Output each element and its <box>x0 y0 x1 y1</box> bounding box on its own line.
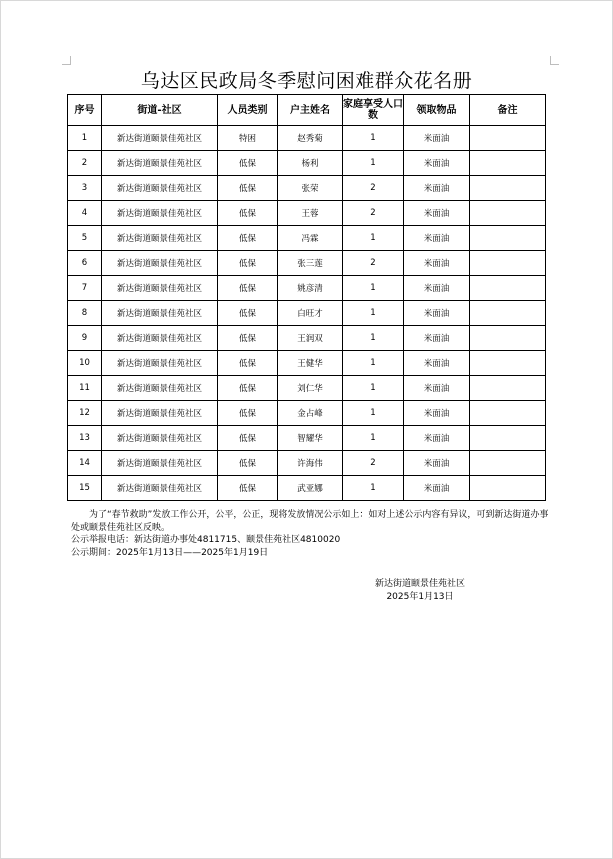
table-row <box>68 326 546 351</box>
cell-item: 米面油 <box>404 426 470 451</box>
cell-no: 6 <box>68 251 102 276</box>
cell-item: 米面油 <box>404 451 470 476</box>
cell-remark <box>470 476 546 501</box>
cell-count: 1 <box>343 276 404 301</box>
cell-category: 低保 <box>218 226 278 251</box>
cell-count: 1 <box>343 326 404 351</box>
cell-name: 王蓉 <box>278 201 343 226</box>
cell-no: 5 <box>68 226 102 251</box>
cell-remark <box>470 176 546 201</box>
cell-count: 1 <box>343 301 404 326</box>
cell-community: 新达街道颐景佳苑社区 <box>102 226 218 251</box>
table-row <box>68 401 546 426</box>
cell-name: 王润双 <box>278 326 343 351</box>
cell-name: 王健华 <box>278 351 343 376</box>
cell-community: 新达街道颐景佳苑社区 <box>102 126 218 151</box>
cell-item: 米面油 <box>404 251 470 276</box>
table-row <box>68 301 546 326</box>
cell-name: 金占峰 <box>278 401 343 426</box>
cell-no: 9 <box>68 326 102 351</box>
table-row <box>68 426 546 451</box>
table-row <box>68 451 546 476</box>
cell-count: 1 <box>343 476 404 501</box>
cell-name: 白旺才 <box>278 301 343 326</box>
cell-count: 1 <box>343 426 404 451</box>
cell-name: 张荣 <box>278 176 343 201</box>
header-row <box>68 95 546 126</box>
document-title: 乌达区民政局冬季慰问困难群众花名册 <box>140 70 473 92</box>
cell-category: 低保 <box>218 301 278 326</box>
cell-no: 3 <box>68 176 102 201</box>
cell-name: 许海伟 <box>278 451 343 476</box>
cell-community: 新达街道颐景佳苑社区 <box>102 276 218 301</box>
corner-mark-right <box>550 56 559 65</box>
cell-remark <box>470 301 546 326</box>
cell-category: 低保 <box>218 426 278 451</box>
table-row <box>68 176 546 201</box>
table-row <box>68 476 546 501</box>
table-row <box>68 201 546 226</box>
cell-item: 米面油 <box>404 276 470 301</box>
cell-community: 新达街道颐景佳苑社区 <box>102 176 218 201</box>
cell-count: 1 <box>343 401 404 426</box>
cell-name: 刘仁华 <box>278 376 343 401</box>
cell-item: 米面油 <box>404 476 470 501</box>
cell-no: 13 <box>68 426 102 451</box>
cell-community: 新达街道颐景佳苑社区 <box>102 451 218 476</box>
cell-community: 新达街道颐景佳苑社区 <box>102 301 218 326</box>
cell-remark <box>470 426 546 451</box>
cell-item: 米面油 <box>404 326 470 351</box>
notice-block <box>71 509 549 559</box>
cell-remark <box>470 351 546 376</box>
cell-category: 低保 <box>218 376 278 401</box>
col-header-no: 序号 <box>68 95 102 126</box>
roster-table <box>67 94 546 501</box>
cell-no: 7 <box>68 276 102 301</box>
cell-category: 低保 <box>218 176 278 201</box>
cell-name: 赵秀菊 <box>278 126 343 151</box>
cell-community: 新达街道颐景佳苑社区 <box>102 426 218 451</box>
cell-remark <box>470 126 546 151</box>
cell-no: 12 <box>68 401 102 426</box>
cell-no: 10 <box>68 351 102 376</box>
cell-item: 米面油 <box>404 226 470 251</box>
cell-name: 张三莲 <box>278 251 343 276</box>
signature-block <box>340 578 500 604</box>
cell-community: 新达街道颐景佳苑社区 <box>102 151 218 176</box>
notice-period: 公示期间：2025年1月13日——2025年1月19日 <box>71 547 269 558</box>
cell-community: 新达街道颐景佳苑社区 <box>102 201 218 226</box>
cell-count: 1 <box>343 126 404 151</box>
cell-count: 1 <box>343 376 404 401</box>
cell-community: 新达街道颐景佳苑社区 <box>102 351 218 376</box>
cell-no: 14 <box>68 451 102 476</box>
cell-remark <box>470 201 546 226</box>
cell-category: 低保 <box>218 251 278 276</box>
cell-remark <box>470 251 546 276</box>
table-row <box>68 376 546 401</box>
cell-count: 2 <box>343 451 404 476</box>
cell-item: 米面油 <box>404 351 470 376</box>
cell-category: 低保 <box>218 451 278 476</box>
cell-community: 新达街道颐景佳苑社区 <box>102 251 218 276</box>
cell-count: 2 <box>343 251 404 276</box>
signature-date: 2025年1月13日 <box>386 592 454 602</box>
col-header-name: 户主姓名 <box>278 95 343 126</box>
cell-remark <box>470 276 546 301</box>
col-header-count: 家庭享受人口数 <box>343 95 404 126</box>
table-row <box>68 151 546 176</box>
cell-item: 米面油 <box>404 401 470 426</box>
table-row <box>68 226 546 251</box>
cell-item: 米面油 <box>404 301 470 326</box>
cell-community: 新达街道颐景佳苑社区 <box>102 376 218 401</box>
cell-category: 低保 <box>218 151 278 176</box>
cell-item: 米面油 <box>404 201 470 226</box>
signature-org: 新达街道颐景佳苑社区 <box>374 579 465 589</box>
table-row <box>68 276 546 301</box>
cell-count: 2 <box>343 201 404 226</box>
cell-count: 1 <box>343 151 404 176</box>
table-row <box>68 251 546 276</box>
cell-community: 新达街道颐景佳苑社区 <box>102 476 218 501</box>
cell-name: 武亚娜 <box>278 476 343 501</box>
cell-remark <box>470 151 546 176</box>
cell-category: 特困 <box>218 126 278 151</box>
col-header-remark: 备注 <box>470 95 546 126</box>
cell-category: 低保 <box>218 326 278 351</box>
col-header-community: 街道-社区 <box>102 95 218 126</box>
cell-name: 智耀华 <box>278 426 343 451</box>
cell-item: 米面油 <box>404 151 470 176</box>
cell-count: 1 <box>343 351 404 376</box>
table-row <box>68 126 546 151</box>
corner-mark-left <box>62 56 71 65</box>
cell-no: 8 <box>68 301 102 326</box>
cell-category: 低保 <box>218 276 278 301</box>
cell-no: 11 <box>68 376 102 401</box>
cell-community: 新达街道颐景佳苑社区 <box>102 401 218 426</box>
cell-category: 低保 <box>218 351 278 376</box>
cell-item: 米面油 <box>404 126 470 151</box>
cell-item: 米面油 <box>404 376 470 401</box>
cell-count: 1 <box>343 226 404 251</box>
cell-item: 米面油 <box>404 176 470 201</box>
col-header-item: 领取物品 <box>404 95 470 126</box>
cell-no: 15 <box>68 476 102 501</box>
cell-remark <box>470 326 546 351</box>
notice-phone: 公示举报电话：新达街道办事处4811715、颐景佳苑社区4810020 <box>71 535 341 545</box>
cell-name: 冯霖 <box>278 226 343 251</box>
cell-remark <box>470 401 546 426</box>
cell-remark <box>470 376 546 401</box>
cell-name: 姚彦清 <box>278 276 343 301</box>
cell-category: 低保 <box>218 476 278 501</box>
cell-remark <box>470 226 546 251</box>
cell-no: 1 <box>68 126 102 151</box>
roster-body <box>68 126 546 501</box>
cell-category: 低保 <box>218 401 278 426</box>
cell-remark <box>470 451 546 476</box>
cell-community: 新达街道颐景佳苑社区 <box>102 326 218 351</box>
cell-name: 杨利 <box>278 151 343 176</box>
cell-category: 低保 <box>218 201 278 226</box>
cell-no: 4 <box>68 201 102 226</box>
cell-count: 2 <box>343 176 404 201</box>
col-header-category: 人员类别 <box>218 95 278 126</box>
table-row <box>68 351 546 376</box>
cell-no: 2 <box>68 151 102 176</box>
notice-paragraph: 为了“春节救助”发放工作公开，公平，公正，现将发放情况公示如上：如对上述公示内容有异议，可到新达街道办事处或颐景佳苑社区反映。 <box>71 510 549 533</box>
